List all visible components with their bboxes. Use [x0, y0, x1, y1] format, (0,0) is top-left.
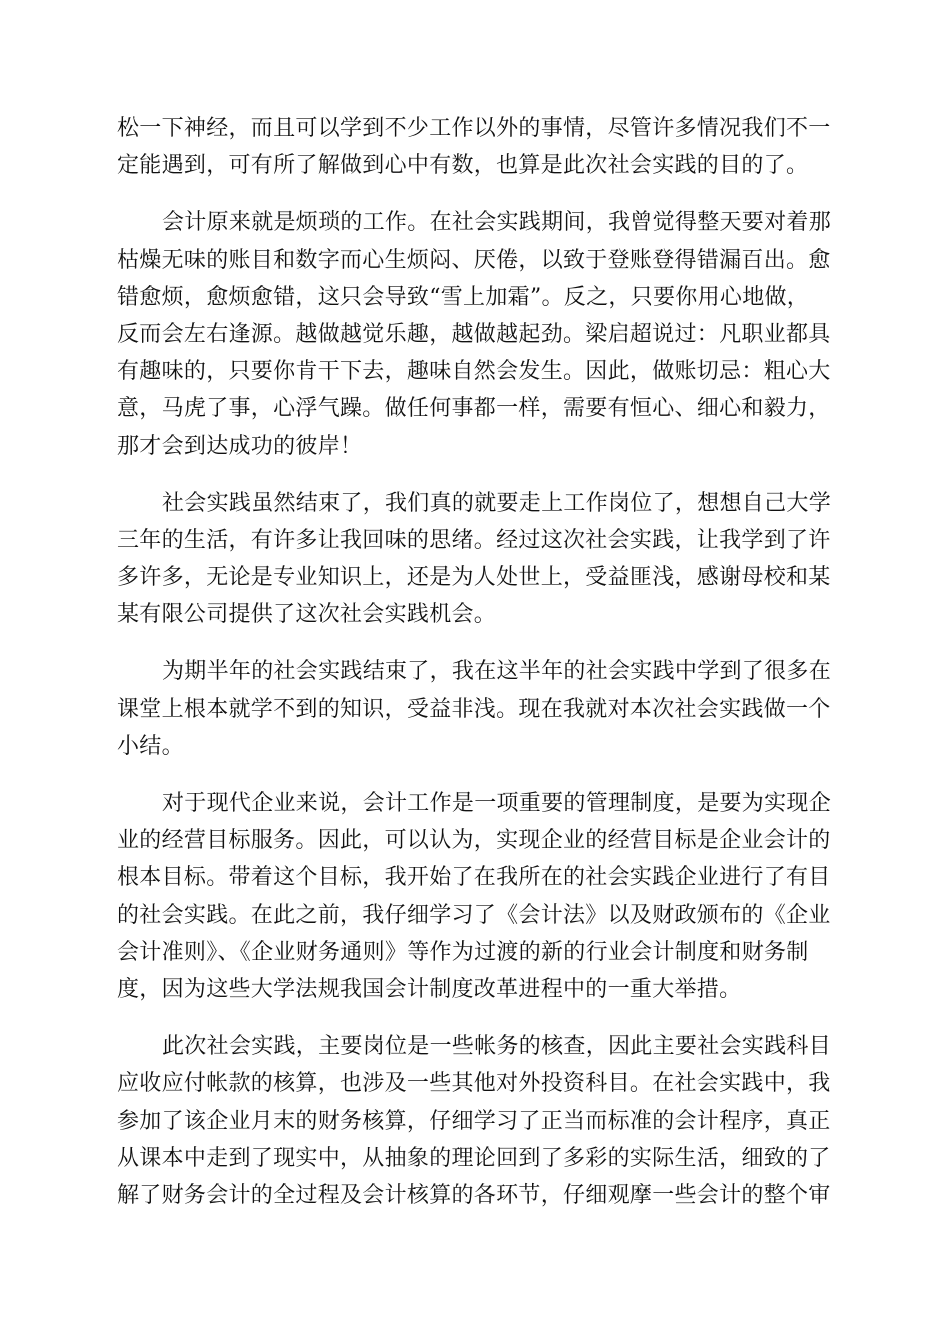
text-line: 参加了该企业月末的财务核算，仔细学习了正当而标准的会计程序，真正	[117, 1108, 831, 1134]
text-line: 松一下神经，而且可以学到不少工作以外的事情，尽管许多情况我们不一	[117, 116, 831, 141]
text-line: 有趣味的，只要你肯干下去，趣味自然会发生。因此，做账切忌：粗心大	[117, 359, 831, 385]
text-line: 的社会实践。在此之前，我仔细学习了《会计法》以及财政颁布的《企业	[117, 902, 831, 928]
text-line: 定能遇到，可有所了解做到心中有数，也算是此次社会实践的目的了。	[117, 153, 809, 179]
text-line: 错愈烦，愈烦愈错，这只会导致“雪上加霜”。反之，只要你用心地做，	[117, 284, 810, 310]
text-line: 应收应付帐款的核算，也涉及一些其他对外投资科目。在社会实践中，我	[117, 1071, 831, 1097]
text-line: 根本目标。带着这个目标，我开始了在我所在的社会实践企业进行了有目	[117, 865, 831, 891]
text-line: 社会实践虽然结束了，我们真的就要走上工作岗位了，想想自己大学	[162, 490, 832, 516]
text-line: 某有限公司提供了这次社会实践机会。	[117, 602, 497, 628]
text-line: 解了财务会计的全过程及会计核算的各环节，仔细观摩一些会计的整个审	[117, 1182, 831, 1208]
text-line: 那才会到达成功的彼岸！	[117, 433, 363, 459]
text-line: 对于现代企业来说，会计工作是一项重要的管理制度，是要为实现企	[162, 791, 832, 816]
text-line: 会计准则》、《企业财务通则》等作为过渡的新的行业会计制度和财务制	[117, 939, 809, 965]
paragraph-2	[117, 204, 837, 464]
paragraph-4	[117, 653, 837, 765]
text-line: 意，马虎了事，心浮气躁。做任何事都一样，需要有恒心、细心和毅力，	[117, 396, 831, 422]
paragraph-3	[117, 485, 837, 634]
paragraph-5	[117, 785, 837, 1008]
text-line: 为期半年的社会实践结束了，我在这半年的社会实践中学到了很多在	[162, 659, 832, 685]
paragraph-6	[117, 1028, 837, 1214]
text-line: 三年的生活，有许多让我回味的思绪。经过这次社会实践，让我学到了许	[117, 527, 831, 553]
text-line: 多许多，无论是专业知识上，还是为人处世上，受益匪浅，感谢母校和某	[117, 565, 831, 591]
text-line: 枯燥无味的账目和数字而心生烦闷、厌倦，以致于登账登得错漏百出。愈	[117, 247, 831, 273]
text-line: 课堂上根本就学不到的知识，受益非浅。现在我就对本次社会实践做一个	[117, 696, 831, 722]
text-line: 业的经营目标服务。因此，可以认为，实现企业的经营目标是企业会计的	[117, 828, 831, 854]
text-line: 小结。	[117, 733, 184, 759]
text-line: 此次社会实践，主要岗位是一些帐务的核查，因此主要社会实践科目	[162, 1034, 832, 1060]
paragraph-1	[117, 110, 837, 184]
text-line: 会计原来就是烦琐的工作。在社会实践期间，我曾觉得整天要对着那	[162, 210, 832, 236]
text-line: 度，因为这些大学法规我国会计制度改革进程中的一重大举措。	[117, 976, 742, 1002]
text-line: 反而会左右逢源。越做越觉乐趣，越做越起劲。梁启超说过：凡职业都具	[117, 321, 831, 347]
text-line: 从课本中走到了现实中，从抽象的理论回到了多彩的实际生活，细致的了	[117, 1145, 831, 1171]
document-body	[117, 110, 837, 1214]
